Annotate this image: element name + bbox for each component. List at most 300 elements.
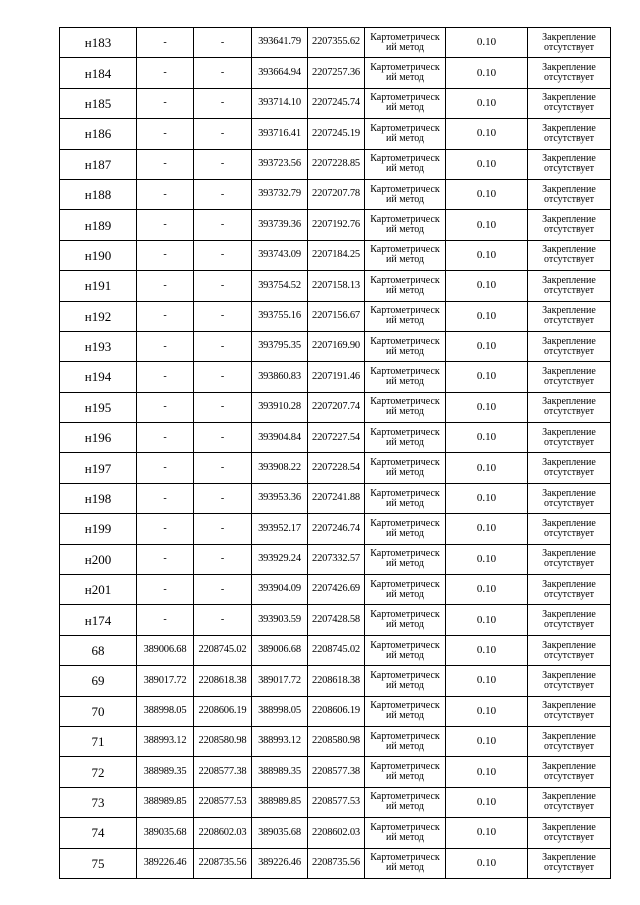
accuracy-cell: 0.10 bbox=[446, 240, 528, 270]
method-text-line: ий метод bbox=[385, 193, 424, 205]
fixing-text-line: Закрепление bbox=[542, 457, 596, 469]
existing-y-cell: - bbox=[194, 453, 252, 483]
method-text-line: Картометрическ bbox=[370, 305, 440, 317]
fixing-text-line: Закрепление bbox=[542, 183, 596, 195]
fixing-text-line: Закрепление bbox=[542, 92, 596, 104]
point-name-cell: н183 bbox=[60, 28, 137, 58]
new-x-cell: 393714.10 bbox=[252, 88, 308, 118]
existing-y-cell: - bbox=[194, 544, 252, 574]
fixing-description-cell bbox=[528, 423, 611, 453]
existing-y-cell: - bbox=[194, 271, 252, 301]
existing-y-cell: 2208577.38 bbox=[194, 757, 252, 787]
method-text-line: ий метод bbox=[385, 771, 424, 783]
accuracy-cell: 0.10 bbox=[446, 58, 528, 88]
new-y-cell: 2208602.03 bbox=[308, 818, 365, 848]
method-text-line: ий метод bbox=[385, 679, 424, 691]
new-x-cell: 393904.09 bbox=[252, 575, 308, 605]
method-text-line: Картометрическ bbox=[370, 31, 440, 43]
fixing-text-line: отсутствует bbox=[543, 132, 595, 144]
method-text-line: Картометрическ bbox=[370, 791, 440, 803]
method-text-line: Картометрическ bbox=[370, 274, 440, 286]
method-text-line: ий метод bbox=[385, 436, 424, 448]
table-row bbox=[60, 271, 611, 301]
existing-x-cell: 388998.05 bbox=[137, 696, 194, 726]
fixing-text-line: отсутствует bbox=[543, 224, 595, 236]
existing-x-cell: - bbox=[137, 301, 194, 331]
existing-x-cell: 389226.46 bbox=[137, 848, 194, 878]
method-text-line: Картометрическ bbox=[370, 457, 440, 469]
fixing-text-line: Закрепление bbox=[542, 365, 596, 377]
new-x-cell: 393664.94 bbox=[252, 58, 308, 88]
new-y-cell: 2207245.19 bbox=[308, 119, 365, 149]
new-x-cell: 393860.83 bbox=[252, 362, 308, 392]
new-x-cell: 389035.68 bbox=[252, 818, 308, 848]
fixing-description-cell bbox=[528, 544, 611, 574]
existing-y-cell: - bbox=[194, 423, 252, 453]
new-x-cell: 389017.72 bbox=[252, 666, 308, 696]
accuracy-cell: 0.10 bbox=[446, 392, 528, 422]
fixing-text-line: отсутствует bbox=[543, 862, 595, 874]
table-row bbox=[60, 119, 611, 149]
method-cell bbox=[365, 240, 446, 270]
method-text-line: ий метод bbox=[385, 132, 424, 144]
fixing-description-cell bbox=[528, 605, 611, 635]
existing-x-cell: - bbox=[137, 179, 194, 209]
accuracy-cell: 0.10 bbox=[446, 28, 528, 58]
table-row bbox=[60, 423, 611, 453]
method-text-line: ий метод bbox=[385, 224, 424, 236]
accuracy-cell: 0.10 bbox=[446, 149, 528, 179]
new-x-cell: 393755.16 bbox=[252, 301, 308, 331]
method-cell bbox=[365, 635, 446, 665]
method-cell bbox=[365, 362, 446, 392]
fixing-description-cell bbox=[528, 362, 611, 392]
existing-y-cell: - bbox=[194, 483, 252, 513]
fixing-text-line: Закрепление bbox=[542, 335, 596, 347]
fixing-text-line: отсутствует bbox=[543, 72, 595, 84]
existing-x-cell: - bbox=[137, 423, 194, 453]
method-cell bbox=[365, 331, 446, 361]
accuracy-cell: 0.10 bbox=[446, 453, 528, 483]
existing-y-cell: - bbox=[194, 575, 252, 605]
table-row bbox=[60, 483, 611, 513]
fixing-description-cell bbox=[528, 575, 611, 605]
fixing-text-line: отсутствует bbox=[543, 679, 595, 691]
method-text-line: Картометрическ bbox=[370, 578, 440, 590]
new-x-cell: 388998.05 bbox=[252, 696, 308, 726]
method-text-line: ий метод bbox=[385, 801, 424, 813]
accuracy-cell: 0.10 bbox=[446, 362, 528, 392]
method-text-line: Картометрическ bbox=[370, 639, 440, 651]
method-text-line: ий метод bbox=[385, 163, 424, 175]
new-x-cell: 388993.12 bbox=[252, 726, 308, 756]
fixing-description-cell bbox=[528, 331, 611, 361]
method-cell bbox=[365, 210, 446, 240]
method-text-line: Картометрическ bbox=[370, 62, 440, 74]
fixing-text-line: Закрепление bbox=[542, 122, 596, 134]
new-y-cell: 2207246.74 bbox=[308, 514, 365, 544]
fixing-text-line: Закрепление bbox=[542, 730, 596, 742]
fixing-text-line: Закрепление bbox=[542, 426, 596, 438]
new-y-cell: 2207426.69 bbox=[308, 575, 365, 605]
method-cell bbox=[365, 119, 446, 149]
point-name-cell: 68 bbox=[60, 635, 137, 665]
fixing-text-line: Закрепление bbox=[542, 548, 596, 560]
fixing-description-cell bbox=[528, 240, 611, 270]
method-cell bbox=[365, 301, 446, 331]
existing-y-cell: - bbox=[194, 605, 252, 635]
table-row bbox=[60, 726, 611, 756]
fixing-text-line: отсутствует bbox=[543, 102, 595, 114]
fixing-description-cell bbox=[528, 757, 611, 787]
fixing-text-line: Закрепление bbox=[542, 821, 596, 833]
table-row bbox=[60, 453, 611, 483]
new-x-cell: 389006.68 bbox=[252, 635, 308, 665]
method-text-line: ий метод bbox=[385, 41, 424, 53]
accuracy-cell: 0.10 bbox=[446, 787, 528, 817]
new-x-cell: 389226.46 bbox=[252, 848, 308, 878]
existing-x-cell: 388989.35 bbox=[137, 757, 194, 787]
point-name-cell: н197 bbox=[60, 453, 137, 483]
point-name-cell: н186 bbox=[60, 119, 137, 149]
accuracy-cell: 0.10 bbox=[446, 544, 528, 574]
point-name-cell: н188 bbox=[60, 179, 137, 209]
table-row bbox=[60, 544, 611, 574]
new-y-cell: 2207156.67 bbox=[308, 301, 365, 331]
accuracy-cell: 0.10 bbox=[446, 575, 528, 605]
existing-x-cell: - bbox=[137, 271, 194, 301]
fixing-text-line: отсутствует bbox=[543, 315, 595, 327]
table-row bbox=[60, 362, 611, 392]
fixing-text-line: отсутствует bbox=[543, 619, 595, 631]
new-y-cell: 2207191.46 bbox=[308, 362, 365, 392]
new-y-cell: 2207158.13 bbox=[308, 271, 365, 301]
table-row bbox=[60, 514, 611, 544]
fixing-text-line: Закрепление bbox=[542, 153, 596, 165]
table-row bbox=[60, 696, 611, 726]
new-y-cell: 2208577.53 bbox=[308, 787, 365, 817]
existing-y-cell: 2208735.56 bbox=[194, 848, 252, 878]
new-y-cell: 2207184.25 bbox=[308, 240, 365, 270]
fixing-text-line: отсутствует bbox=[543, 254, 595, 266]
point-name-cell: 71 bbox=[60, 726, 137, 756]
fixing-text-line: отсутствует bbox=[543, 436, 595, 448]
new-y-cell: 2208745.02 bbox=[308, 635, 365, 665]
new-y-cell: 2207207.78 bbox=[308, 179, 365, 209]
new-y-cell: 2208618.38 bbox=[308, 666, 365, 696]
method-text-line: Картометрическ bbox=[370, 487, 440, 499]
table-row bbox=[60, 787, 611, 817]
method-cell bbox=[365, 787, 446, 817]
method-text-line: Картометрическ bbox=[370, 852, 440, 864]
table-row bbox=[60, 240, 611, 270]
method-cell bbox=[365, 605, 446, 635]
point-name-cell: н198 bbox=[60, 483, 137, 513]
fixing-text-line: Закрепление bbox=[542, 639, 596, 651]
fixing-description-cell bbox=[528, 635, 611, 665]
fixing-description-cell bbox=[528, 696, 611, 726]
method-cell bbox=[365, 575, 446, 605]
fixing-description-cell bbox=[528, 453, 611, 483]
accuracy-cell: 0.10 bbox=[446, 210, 528, 240]
existing-x-cell: 388993.12 bbox=[137, 726, 194, 756]
method-text-line: Картометрическ bbox=[370, 548, 440, 560]
fixing-text-line: отсутствует bbox=[543, 649, 595, 661]
table-row bbox=[60, 28, 611, 58]
accuracy-cell: 0.10 bbox=[446, 88, 528, 118]
method-cell bbox=[365, 483, 446, 513]
fixing-text-line: Закрепление bbox=[542, 305, 596, 317]
fixing-text-line: Закрепление bbox=[542, 761, 596, 773]
existing-x-cell: - bbox=[137, 453, 194, 483]
accuracy-cell: 0.10 bbox=[446, 635, 528, 665]
existing-x-cell: - bbox=[137, 575, 194, 605]
method-cell bbox=[365, 666, 446, 696]
point-name-cell: н187 bbox=[60, 149, 137, 179]
existing-y-cell: - bbox=[194, 392, 252, 422]
fixing-text-line: отсутствует bbox=[543, 284, 595, 296]
fixing-text-line: отсутствует bbox=[543, 527, 595, 539]
method-cell bbox=[365, 696, 446, 726]
existing-y-cell: - bbox=[194, 88, 252, 118]
fixing-description-cell bbox=[528, 483, 611, 513]
accuracy-cell: 0.10 bbox=[446, 271, 528, 301]
method-cell bbox=[365, 28, 446, 58]
accuracy-cell: 0.10 bbox=[446, 726, 528, 756]
table-row bbox=[60, 392, 611, 422]
table-row bbox=[60, 818, 611, 848]
fixing-text-line: Закрепление bbox=[542, 669, 596, 681]
method-cell bbox=[365, 271, 446, 301]
fixing-description-cell bbox=[528, 301, 611, 331]
existing-y-cell: - bbox=[194, 362, 252, 392]
existing-y-cell: - bbox=[194, 240, 252, 270]
method-text-line: Картометрическ bbox=[370, 609, 440, 621]
accuracy-cell: 0.10 bbox=[446, 179, 528, 209]
existing-x-cell: - bbox=[137, 605, 194, 635]
existing-y-cell: 2208580.98 bbox=[194, 726, 252, 756]
method-text-line: ий метод bbox=[385, 862, 424, 874]
point-name-cell: 72 bbox=[60, 757, 137, 787]
table-row bbox=[60, 605, 611, 635]
new-y-cell: 2207332.57 bbox=[308, 544, 365, 574]
fixing-description-cell bbox=[528, 726, 611, 756]
fixing-text-line: Закрепление bbox=[542, 700, 596, 712]
point-name-cell: н193 bbox=[60, 331, 137, 361]
fixing-description-cell bbox=[528, 514, 611, 544]
new-x-cell: 393739.36 bbox=[252, 210, 308, 240]
method-text-line: Картометрическ bbox=[370, 426, 440, 438]
new-x-cell: 388989.85 bbox=[252, 787, 308, 817]
existing-x-cell: - bbox=[137, 210, 194, 240]
method-text-line: Картометрическ bbox=[370, 183, 440, 195]
point-name-cell: 69 bbox=[60, 666, 137, 696]
coordinates-table bbox=[59, 27, 611, 879]
accuracy-cell: 0.10 bbox=[446, 423, 528, 453]
method-text-line: ий метод bbox=[385, 467, 424, 479]
fixing-text-line: отсутствует bbox=[543, 345, 595, 357]
fixing-text-line: отсутствует bbox=[543, 497, 595, 509]
existing-x-cell: 388989.85 bbox=[137, 787, 194, 817]
method-text-line: ий метод bbox=[385, 497, 424, 509]
method-text-line: ий метод bbox=[385, 375, 424, 387]
existing-x-cell: 389017.72 bbox=[137, 666, 194, 696]
accuracy-cell: 0.10 bbox=[446, 848, 528, 878]
fixing-text-line: Закрепление bbox=[542, 62, 596, 74]
method-text-line: Картометрическ bbox=[370, 365, 440, 377]
existing-x-cell: - bbox=[137, 58, 194, 88]
fixing-text-line: Закрепление bbox=[542, 609, 596, 621]
existing-x-cell: - bbox=[137, 88, 194, 118]
point-name-cell: н189 bbox=[60, 210, 137, 240]
accuracy-cell: 0.10 bbox=[446, 119, 528, 149]
fixing-text-line: отсутствует bbox=[543, 163, 595, 175]
new-y-cell: 2208735.56 bbox=[308, 848, 365, 878]
existing-y-cell: 2208577.53 bbox=[194, 787, 252, 817]
table-row bbox=[60, 757, 611, 787]
point-name-cell: 75 bbox=[60, 848, 137, 878]
point-name-cell: н201 bbox=[60, 575, 137, 605]
fixing-description-cell bbox=[528, 666, 611, 696]
point-name-cell: н199 bbox=[60, 514, 137, 544]
point-name-cell: н192 bbox=[60, 301, 137, 331]
table-row bbox=[60, 301, 611, 331]
method-text-line: Картометрическ bbox=[370, 244, 440, 256]
fixing-description-cell bbox=[528, 787, 611, 817]
method-text-line: ий метод bbox=[385, 527, 424, 539]
method-text-line: ий метод bbox=[385, 102, 424, 114]
method-text-line: Картометрическ bbox=[370, 730, 440, 742]
new-x-cell: 393929.24 bbox=[252, 544, 308, 574]
method-cell bbox=[365, 726, 446, 756]
method-cell bbox=[365, 453, 446, 483]
existing-y-cell: - bbox=[194, 301, 252, 331]
table-row bbox=[60, 58, 611, 88]
existing-x-cell: - bbox=[137, 119, 194, 149]
existing-x-cell: - bbox=[137, 362, 194, 392]
fixing-text-line: Закрепление bbox=[542, 578, 596, 590]
accuracy-cell: 0.10 bbox=[446, 514, 528, 544]
point-name-cell: н194 bbox=[60, 362, 137, 392]
method-cell bbox=[365, 392, 446, 422]
fixing-text-line: отсутствует bbox=[543, 467, 595, 479]
method-text-line: ий метод bbox=[385, 284, 424, 296]
fixing-text-line: Закрепление bbox=[542, 274, 596, 286]
accuracy-cell: 0.10 bbox=[446, 301, 528, 331]
accuracy-cell: 0.10 bbox=[446, 696, 528, 726]
existing-y-cell: - bbox=[194, 28, 252, 58]
accuracy-cell: 0.10 bbox=[446, 757, 528, 787]
fixing-text-line: Закрепление bbox=[542, 852, 596, 864]
new-y-cell: 2207241.88 bbox=[308, 483, 365, 513]
existing-x-cell: - bbox=[137, 483, 194, 513]
fixing-text-line: Закрепление bbox=[542, 517, 596, 529]
fixing-text-line: Закрепление bbox=[542, 214, 596, 226]
new-x-cell: 393904.84 bbox=[252, 423, 308, 453]
fixing-text-line: Закрепление bbox=[542, 396, 596, 408]
table-row bbox=[60, 848, 611, 878]
table-row bbox=[60, 666, 611, 696]
existing-x-cell: - bbox=[137, 331, 194, 361]
fixing-description-cell bbox=[528, 179, 611, 209]
method-text-line: Картометрическ bbox=[370, 396, 440, 408]
method-cell bbox=[365, 757, 446, 787]
method-cell bbox=[365, 514, 446, 544]
fixing-description-cell bbox=[528, 848, 611, 878]
new-x-cell: 393641.79 bbox=[252, 28, 308, 58]
existing-x-cell: - bbox=[137, 544, 194, 574]
fixing-text-line: отсутствует bbox=[543, 406, 595, 418]
method-text-line: ий метод bbox=[385, 588, 424, 600]
method-text-line: ий метод bbox=[385, 558, 424, 570]
method-cell bbox=[365, 88, 446, 118]
method-text-line: Картометрическ bbox=[370, 214, 440, 226]
point-name-cell: н195 bbox=[60, 392, 137, 422]
method-text-line: Картометрическ bbox=[370, 517, 440, 529]
fixing-text-line: отсутствует bbox=[543, 193, 595, 205]
new-x-cell: 393795.35 bbox=[252, 331, 308, 361]
existing-y-cell: - bbox=[194, 119, 252, 149]
table-row bbox=[60, 635, 611, 665]
new-x-cell: 393908.22 bbox=[252, 453, 308, 483]
existing-y-cell: 2208602.03 bbox=[194, 818, 252, 848]
table-row bbox=[60, 210, 611, 240]
fixing-text-line: Закрепление bbox=[542, 487, 596, 499]
existing-y-cell: - bbox=[194, 179, 252, 209]
point-name-cell: 70 bbox=[60, 696, 137, 726]
fixing-text-line: отсутствует bbox=[543, 831, 595, 843]
new-x-cell: 388989.35 bbox=[252, 757, 308, 787]
fixing-description-cell bbox=[528, 818, 611, 848]
existing-x-cell: 389035.68 bbox=[137, 818, 194, 848]
method-text-line: Картометрическ bbox=[370, 92, 440, 104]
method-text-line: Картометрическ bbox=[370, 669, 440, 681]
document-page bbox=[59, 27, 610, 879]
table-row bbox=[60, 331, 611, 361]
existing-y-cell: 2208606.19 bbox=[194, 696, 252, 726]
existing-x-cell: - bbox=[137, 392, 194, 422]
existing-y-cell: 2208745.02 bbox=[194, 635, 252, 665]
new-y-cell: 2207207.74 bbox=[308, 392, 365, 422]
fixing-text-line: отсутствует bbox=[543, 801, 595, 813]
point-name-cell: н200 bbox=[60, 544, 137, 574]
new-y-cell: 2207355.62 bbox=[308, 28, 365, 58]
new-y-cell: 2207169.90 bbox=[308, 331, 365, 361]
new-y-cell: 2207428.58 bbox=[308, 605, 365, 635]
fixing-text-line: отсутствует bbox=[543, 41, 595, 53]
fixing-text-line: отсутствует bbox=[543, 588, 595, 600]
point-name-cell: н190 bbox=[60, 240, 137, 270]
fixing-description-cell bbox=[528, 88, 611, 118]
table-row bbox=[60, 149, 611, 179]
method-text-line: ий метод bbox=[385, 740, 424, 752]
new-y-cell: 2208606.19 bbox=[308, 696, 365, 726]
new-x-cell: 393743.09 bbox=[252, 240, 308, 270]
new-x-cell: 393754.52 bbox=[252, 271, 308, 301]
method-cell bbox=[365, 848, 446, 878]
new-y-cell: 2208580.98 bbox=[308, 726, 365, 756]
table-row bbox=[60, 575, 611, 605]
fixing-description-cell bbox=[528, 271, 611, 301]
fixing-text-line: Закрепление bbox=[542, 791, 596, 803]
method-cell bbox=[365, 818, 446, 848]
new-x-cell: 393953.36 bbox=[252, 483, 308, 513]
new-x-cell: 393732.79 bbox=[252, 179, 308, 209]
method-text-line: Картометрическ bbox=[370, 761, 440, 773]
method-text-line: Картометрическ bbox=[370, 700, 440, 712]
point-name-cell: н191 bbox=[60, 271, 137, 301]
method-text-line: ий метод bbox=[385, 649, 424, 661]
